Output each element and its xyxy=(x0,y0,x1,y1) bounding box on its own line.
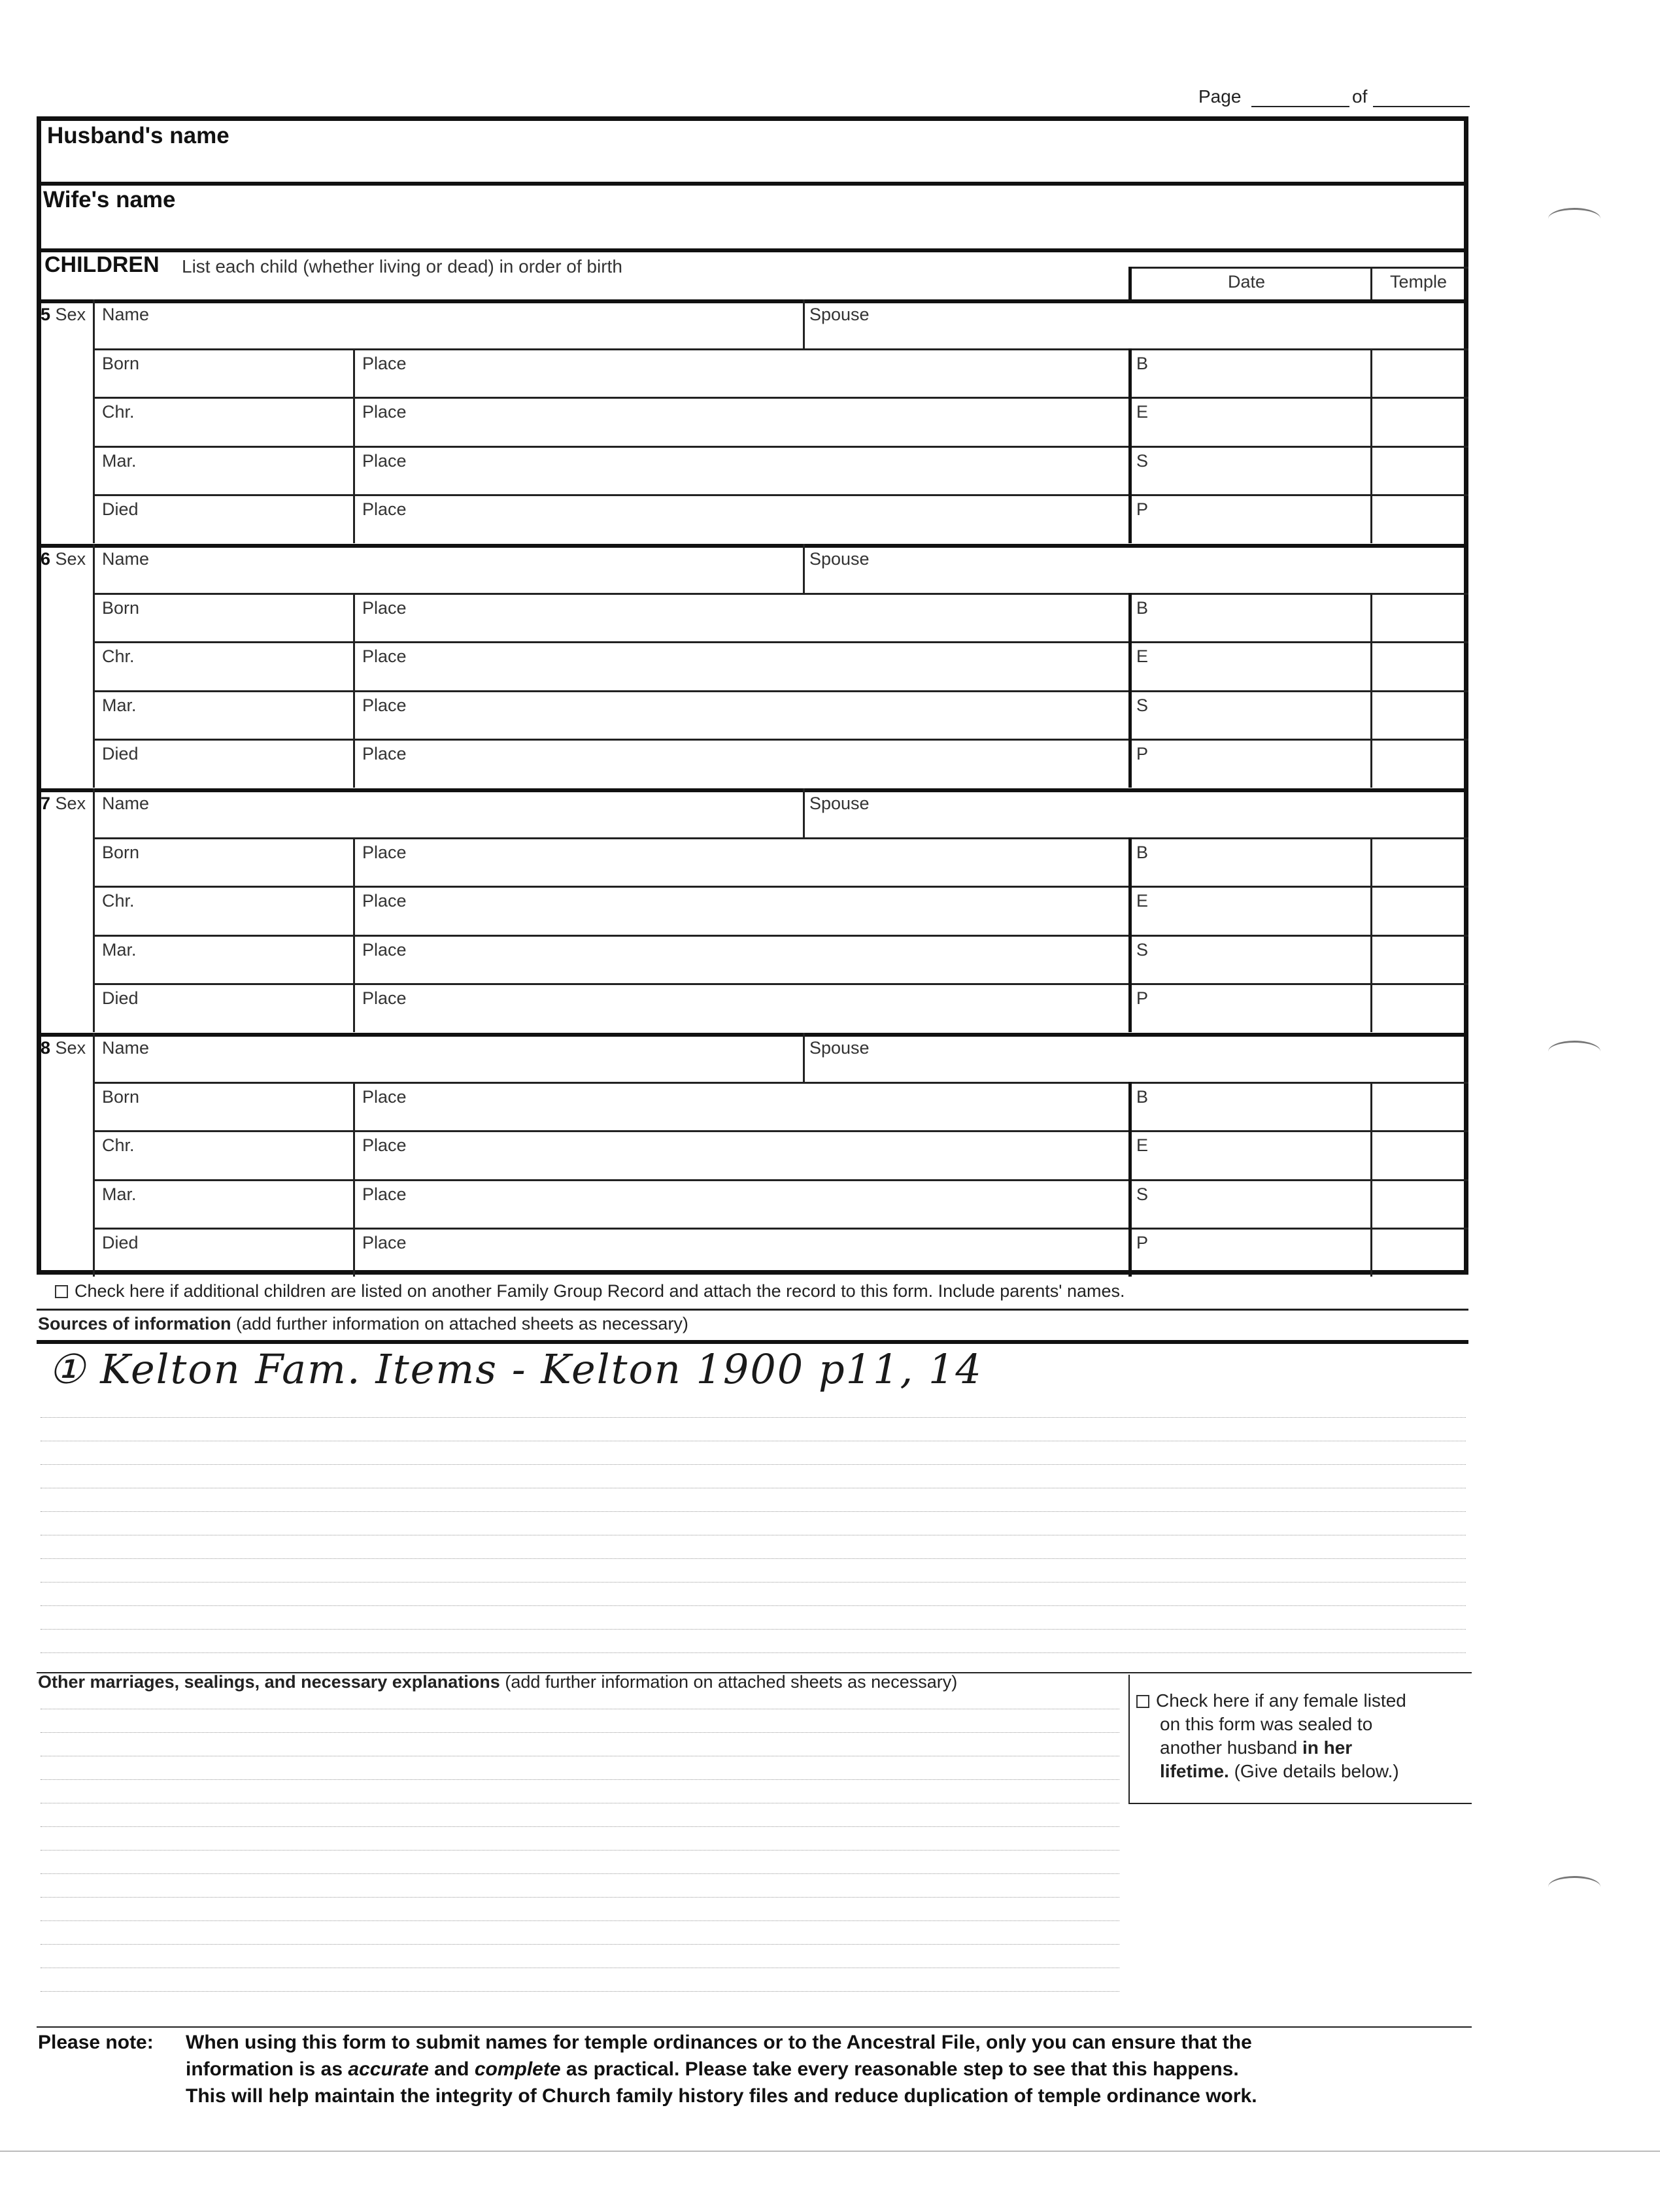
child-name-field[interactable] xyxy=(171,546,796,590)
event-date-field[interactable] xyxy=(95,714,350,737)
please-note-line-2: information is as accurate and complete as practical. Please take every reasonable step to see that this happens. xyxy=(186,2058,1239,2080)
page-label: Page xyxy=(1198,86,1242,107)
place-label: Place xyxy=(362,499,407,519)
divider xyxy=(93,446,1468,448)
sources-hint: (add further information on attached sheets as necessary) xyxy=(236,1314,688,1333)
event-label: Born xyxy=(102,597,140,618)
event-label: Chr. xyxy=(102,1135,135,1155)
divider xyxy=(93,544,95,788)
divider xyxy=(803,788,805,837)
divider xyxy=(803,299,805,348)
writing-line xyxy=(41,1944,1119,1945)
ordinance-label: S xyxy=(1136,939,1149,960)
page-number-field[interactable] xyxy=(1251,106,1349,107)
event-date-field[interactable] xyxy=(95,1203,350,1226)
divider xyxy=(353,348,355,543)
divider xyxy=(93,1082,1468,1084)
event-label: Mar. xyxy=(102,695,137,715)
writing-line xyxy=(41,1464,1466,1465)
binder-hole xyxy=(1548,1876,1601,1898)
writing-line xyxy=(41,1652,1466,1653)
event-place-field[interactable] xyxy=(356,1154,1126,1177)
binder-hole xyxy=(1548,1041,1601,1062)
event-label: Died xyxy=(102,1233,139,1252)
divider xyxy=(93,1179,1468,1181)
event-date-field[interactable] xyxy=(95,1154,350,1177)
divider xyxy=(93,935,1468,937)
place-label: Place xyxy=(362,842,407,862)
ordinance-label: B xyxy=(1136,597,1149,618)
ordinance-temple-field[interactable] xyxy=(1374,888,1465,932)
female-check-text-3a: another husband xyxy=(1160,1737,1302,1758)
event-place-field[interactable] xyxy=(356,665,1126,688)
event-date-field[interactable] xyxy=(95,762,350,785)
husband-name-label: Husband's name xyxy=(47,123,229,148)
divider xyxy=(93,494,1468,496)
writing-line xyxy=(41,1582,1466,1583)
child-name-label: Name xyxy=(102,794,150,813)
writing-line xyxy=(41,1920,1119,1921)
other-marriages-heading xyxy=(38,1672,957,1692)
scan-edge xyxy=(0,2151,1660,2152)
female-check-text-4a: lifetime. xyxy=(1160,1761,1229,1781)
wife-name-label: Wife's name xyxy=(43,187,176,212)
divider xyxy=(93,348,1468,350)
child-number: 5 xyxy=(41,305,51,324)
event-place-field[interactable] xyxy=(356,1251,1126,1274)
divider xyxy=(1370,267,1372,299)
event-date-field[interactable] xyxy=(95,469,350,492)
event-label: Died xyxy=(102,988,139,1008)
child-name-label: Name xyxy=(102,305,150,324)
event-date-field[interactable] xyxy=(95,1251,350,1274)
child-name-field[interactable] xyxy=(171,302,796,346)
event-place-field[interactable] xyxy=(356,714,1126,737)
other-marriages-hint: (add further information on attached sheets as necessary) xyxy=(505,1672,958,1692)
child-name-label: Name xyxy=(102,549,150,569)
children-title: CHILDREN xyxy=(44,252,160,277)
place-label: Place xyxy=(362,891,407,911)
event-place-field[interactable] xyxy=(356,762,1126,785)
child-sex-field[interactable] xyxy=(41,595,90,785)
ordinance-temple-field[interactable] xyxy=(1374,986,1465,1030)
child-sex-field[interactable] xyxy=(41,1084,90,1274)
divider xyxy=(1370,837,1372,1032)
event-place-field[interactable] xyxy=(356,420,1126,443)
divider xyxy=(353,593,355,788)
ordinance-temple-field[interactable] xyxy=(1374,840,1465,884)
ordinance-date-field[interactable] xyxy=(1155,888,1365,932)
ordinance-label: B xyxy=(1136,1086,1149,1107)
child-name-label: Name xyxy=(102,1038,150,1058)
divider xyxy=(93,641,1468,643)
child-name-field[interactable] xyxy=(171,791,796,835)
divider xyxy=(803,544,805,593)
ordinance-temple-field[interactable] xyxy=(1374,497,1465,541)
place-label: Place xyxy=(362,402,407,422)
child-spouse-field[interactable] xyxy=(888,791,1462,835)
place-label: Place xyxy=(362,597,407,618)
ordinance-label: S xyxy=(1136,1184,1149,1204)
ordinance-date-field[interactable] xyxy=(1155,448,1365,492)
additional-children-note xyxy=(55,1281,1125,1301)
event-label: Mar. xyxy=(102,450,137,471)
event-place-field[interactable] xyxy=(356,372,1126,395)
place-label: Place xyxy=(362,1086,407,1107)
additional-children-checkbox[interactable] xyxy=(55,1285,68,1298)
ordinance-date-field[interactable] xyxy=(1155,840,1365,884)
divider xyxy=(37,182,1468,186)
child-spouse-label: Spouse xyxy=(809,794,870,813)
place-label: Place xyxy=(362,1233,407,1252)
ordinance-temple-field[interactable] xyxy=(1374,448,1465,492)
of-label: of xyxy=(1352,86,1368,107)
event-label: Mar. xyxy=(102,939,137,960)
divider xyxy=(1128,1082,1132,1277)
writing-line xyxy=(41,1558,1466,1559)
event-label: Chr. xyxy=(102,646,135,666)
place-label: Place xyxy=(362,695,407,715)
ordinance-temple-field[interactable] xyxy=(1374,595,1465,639)
divider xyxy=(93,739,1468,741)
child-sex-field[interactable] xyxy=(41,351,90,541)
writing-line xyxy=(41,1511,1466,1512)
event-label: Died xyxy=(102,499,139,519)
ordinance-label: P xyxy=(1136,744,1149,763)
child-spouse-label: Spouse xyxy=(809,1038,870,1058)
female-check-text-1: Check here if any female listed xyxy=(1156,1690,1406,1711)
divider xyxy=(1128,267,1132,299)
ordinance-temple-field[interactable] xyxy=(1374,1182,1465,1226)
event-date-field[interactable] xyxy=(95,861,350,884)
please-note-line-3: This will help maintain the integrity of Church family history files and reduce duplication of temple ordinance work. xyxy=(186,2085,1257,2107)
sex-label: Sex xyxy=(55,1038,86,1058)
child-number-sex xyxy=(41,549,86,569)
event-place-field[interactable] xyxy=(356,1105,1126,1128)
child-spouse-field[interactable] xyxy=(888,546,1462,590)
writing-line xyxy=(41,1873,1119,1874)
divider xyxy=(1128,348,1132,543)
event-date-field[interactable] xyxy=(95,372,350,395)
child-number: 7 xyxy=(41,794,51,813)
ordinance-label: S xyxy=(1136,695,1149,715)
divider xyxy=(93,886,1468,888)
event-place-field[interactable] xyxy=(356,909,1126,932)
divider xyxy=(93,299,95,543)
writing-line xyxy=(41,1991,1119,1992)
divider xyxy=(37,248,1468,252)
ordinance-date-field[interactable] xyxy=(1155,497,1365,541)
place-label: Place xyxy=(362,353,407,373)
sex-label: Sex xyxy=(55,549,86,569)
event-place-field[interactable] xyxy=(356,1007,1126,1030)
female-check-text-3b: in her xyxy=(1302,1737,1353,1758)
ordinance-date-field[interactable] xyxy=(1155,1084,1365,1128)
divider xyxy=(93,788,95,1032)
child-spouse-field[interactable] xyxy=(888,302,1462,346)
place-label: Place xyxy=(362,646,407,666)
please-note-line-1: When using this form to submit names for temple ordinances or to the Ancestral File, only you can ensure that the xyxy=(186,2032,1252,2053)
event-date-field[interactable] xyxy=(95,616,350,639)
divider xyxy=(1370,348,1372,543)
other-marriages-title: Other marriages, sealings, and necessary explanations xyxy=(38,1672,500,1692)
ordinance-temple-field[interactable] xyxy=(1374,741,1465,785)
child-number: 6 xyxy=(41,549,51,569)
divider xyxy=(93,1130,1468,1132)
divider xyxy=(93,837,1468,839)
event-label: Born xyxy=(102,353,140,373)
place-label: Place xyxy=(362,1184,407,1204)
ordinance-label: S xyxy=(1136,450,1149,471)
ordinance-temple-field[interactable] xyxy=(1374,351,1465,395)
event-place-field[interactable] xyxy=(356,1203,1126,1226)
divider xyxy=(93,1033,95,1277)
place-label: Place xyxy=(362,450,407,471)
writing-line xyxy=(41,1732,1119,1733)
ordinance-date-field[interactable] xyxy=(1155,693,1365,737)
writing-line xyxy=(41,1629,1466,1630)
ordinance-date-field[interactable] xyxy=(1155,1133,1365,1177)
event-place-field[interactable] xyxy=(356,616,1126,639)
divider xyxy=(803,1033,805,1082)
ordinance-date-field[interactable] xyxy=(1155,399,1365,443)
sex-label: Sex xyxy=(55,305,86,324)
event-label: Mar. xyxy=(102,1184,137,1204)
divider xyxy=(1128,837,1132,1032)
event-date-field[interactable] xyxy=(95,1007,350,1030)
ordinance-label: E xyxy=(1136,1135,1149,1155)
ordinance-date-field[interactable] xyxy=(1155,986,1365,1030)
ordinance-temple-field[interactable] xyxy=(1374,399,1465,443)
writing-line xyxy=(41,1605,1466,1606)
child-number-sex xyxy=(41,1038,86,1058)
event-label: Chr. xyxy=(102,402,135,422)
place-label: Place xyxy=(362,1135,407,1155)
place-label: Place xyxy=(362,988,407,1008)
child-number: 8 xyxy=(41,1038,51,1058)
child-number-sex xyxy=(41,794,86,814)
please-note-text xyxy=(186,2029,1257,2109)
ordinance-date-field[interactable] xyxy=(1155,595,1365,639)
ordinance-temple-field[interactable] xyxy=(1374,693,1465,737)
ordinance-date-field[interactable] xyxy=(1155,1230,1365,1274)
ordinance-temple-field[interactable] xyxy=(1374,1084,1465,1128)
event-place-field[interactable] xyxy=(356,861,1126,884)
event-place-field[interactable] xyxy=(356,958,1126,981)
writing-line xyxy=(41,1417,1466,1418)
ordinance-temple-field[interactable] xyxy=(1374,937,1465,981)
divider xyxy=(93,1228,1468,1230)
binder-hole xyxy=(1548,208,1601,229)
wife-name-field[interactable] xyxy=(262,187,1438,246)
ordinance-label: P xyxy=(1136,1233,1149,1252)
divider xyxy=(93,983,1468,985)
writing-line xyxy=(41,1826,1119,1827)
sex-label: Sex xyxy=(55,794,86,813)
child-spouse-label: Spouse xyxy=(809,549,870,569)
divider xyxy=(353,1082,355,1277)
divider xyxy=(353,837,355,1032)
event-date-field[interactable] xyxy=(95,420,350,443)
event-label: Born xyxy=(102,842,140,862)
event-place-field[interactable] xyxy=(356,518,1126,541)
sources-heading xyxy=(38,1314,688,1334)
child-spouse-label: Spouse xyxy=(809,305,870,324)
ordinance-label: E xyxy=(1136,402,1149,422)
ordinance-date-field[interactable] xyxy=(1155,937,1365,981)
children-subtitle: List each child (whether living or dead) in order of birth xyxy=(182,256,622,276)
ordinance-date-field[interactable] xyxy=(1155,741,1365,785)
writing-line xyxy=(41,1850,1119,1851)
ordinance-label: B xyxy=(1136,842,1149,862)
event-label: Born xyxy=(102,1086,140,1107)
divider xyxy=(37,2026,1472,2028)
divider xyxy=(93,397,1468,399)
event-place-field[interactable] xyxy=(356,469,1126,492)
female-sealed-check xyxy=(1136,1689,1406,1783)
ordinance-date-field[interactable] xyxy=(1155,1182,1365,1226)
writing-line xyxy=(41,1897,1119,1898)
divider xyxy=(37,1340,1468,1344)
sources-title: Sources of information xyxy=(38,1314,231,1333)
event-date-field[interactable] xyxy=(95,909,350,932)
child-spouse-field[interactable] xyxy=(888,1035,1462,1079)
child-name-field[interactable] xyxy=(171,1035,796,1079)
divider xyxy=(1128,1803,1472,1804)
child-sex-field[interactable] xyxy=(41,840,90,1030)
event-date-field[interactable] xyxy=(95,958,350,981)
divider xyxy=(1370,1082,1372,1277)
writing-line xyxy=(41,1779,1119,1780)
ordinance-temple-field[interactable] xyxy=(1374,1230,1465,1274)
ordinance-temple-field[interactable] xyxy=(1374,1133,1465,1177)
please-note-label: Please note: xyxy=(38,2032,154,2053)
place-label: Place xyxy=(362,744,407,763)
event-date-field[interactable] xyxy=(95,518,350,541)
female-sealed-checkbox[interactable] xyxy=(1136,1695,1149,1708)
divider xyxy=(93,593,1468,595)
child-number-sex xyxy=(41,305,86,325)
date-temple-header-top xyxy=(1128,267,1468,269)
event-date-field[interactable] xyxy=(95,1105,350,1128)
divider xyxy=(93,690,1468,692)
ordinance-date-field[interactable] xyxy=(1155,644,1365,688)
female-check-text-4b: (Give details below.) xyxy=(1228,1761,1399,1781)
ordinance-label: E xyxy=(1136,891,1149,911)
event-label: Chr. xyxy=(102,891,135,911)
divider xyxy=(1128,593,1132,788)
husband-name-field[interactable] xyxy=(275,123,1451,182)
female-check-text-2: on this form was sealed to xyxy=(1160,1714,1373,1734)
place-label: Place xyxy=(362,939,407,960)
event-date-field[interactable] xyxy=(95,665,350,688)
ordinance-label: P xyxy=(1136,499,1149,519)
date-column-header: Date xyxy=(1228,272,1266,292)
ordinance-label: B xyxy=(1136,353,1149,373)
sources-handwritten-entry: ① Kelton Fam. Items - Kelton 1900 p11, 14 xyxy=(48,1345,983,1393)
divider xyxy=(37,1309,1468,1311)
ordinance-label: P xyxy=(1136,988,1149,1008)
additional-children-text: Check here if additional children are listed on another Family Group Record and attach the record to this form. Include parents' names. xyxy=(75,1281,1125,1301)
event-label: Died xyxy=(102,744,139,763)
divider xyxy=(1370,593,1372,788)
temple-column-header: Temple xyxy=(1390,272,1448,292)
page-total-field[interactable] xyxy=(1373,106,1470,107)
divider xyxy=(1128,1675,1130,1804)
ordinance-temple-field[interactable] xyxy=(1374,644,1465,688)
ordinance-date-field[interactable] xyxy=(1155,351,1365,395)
ordinance-label: E xyxy=(1136,646,1149,666)
